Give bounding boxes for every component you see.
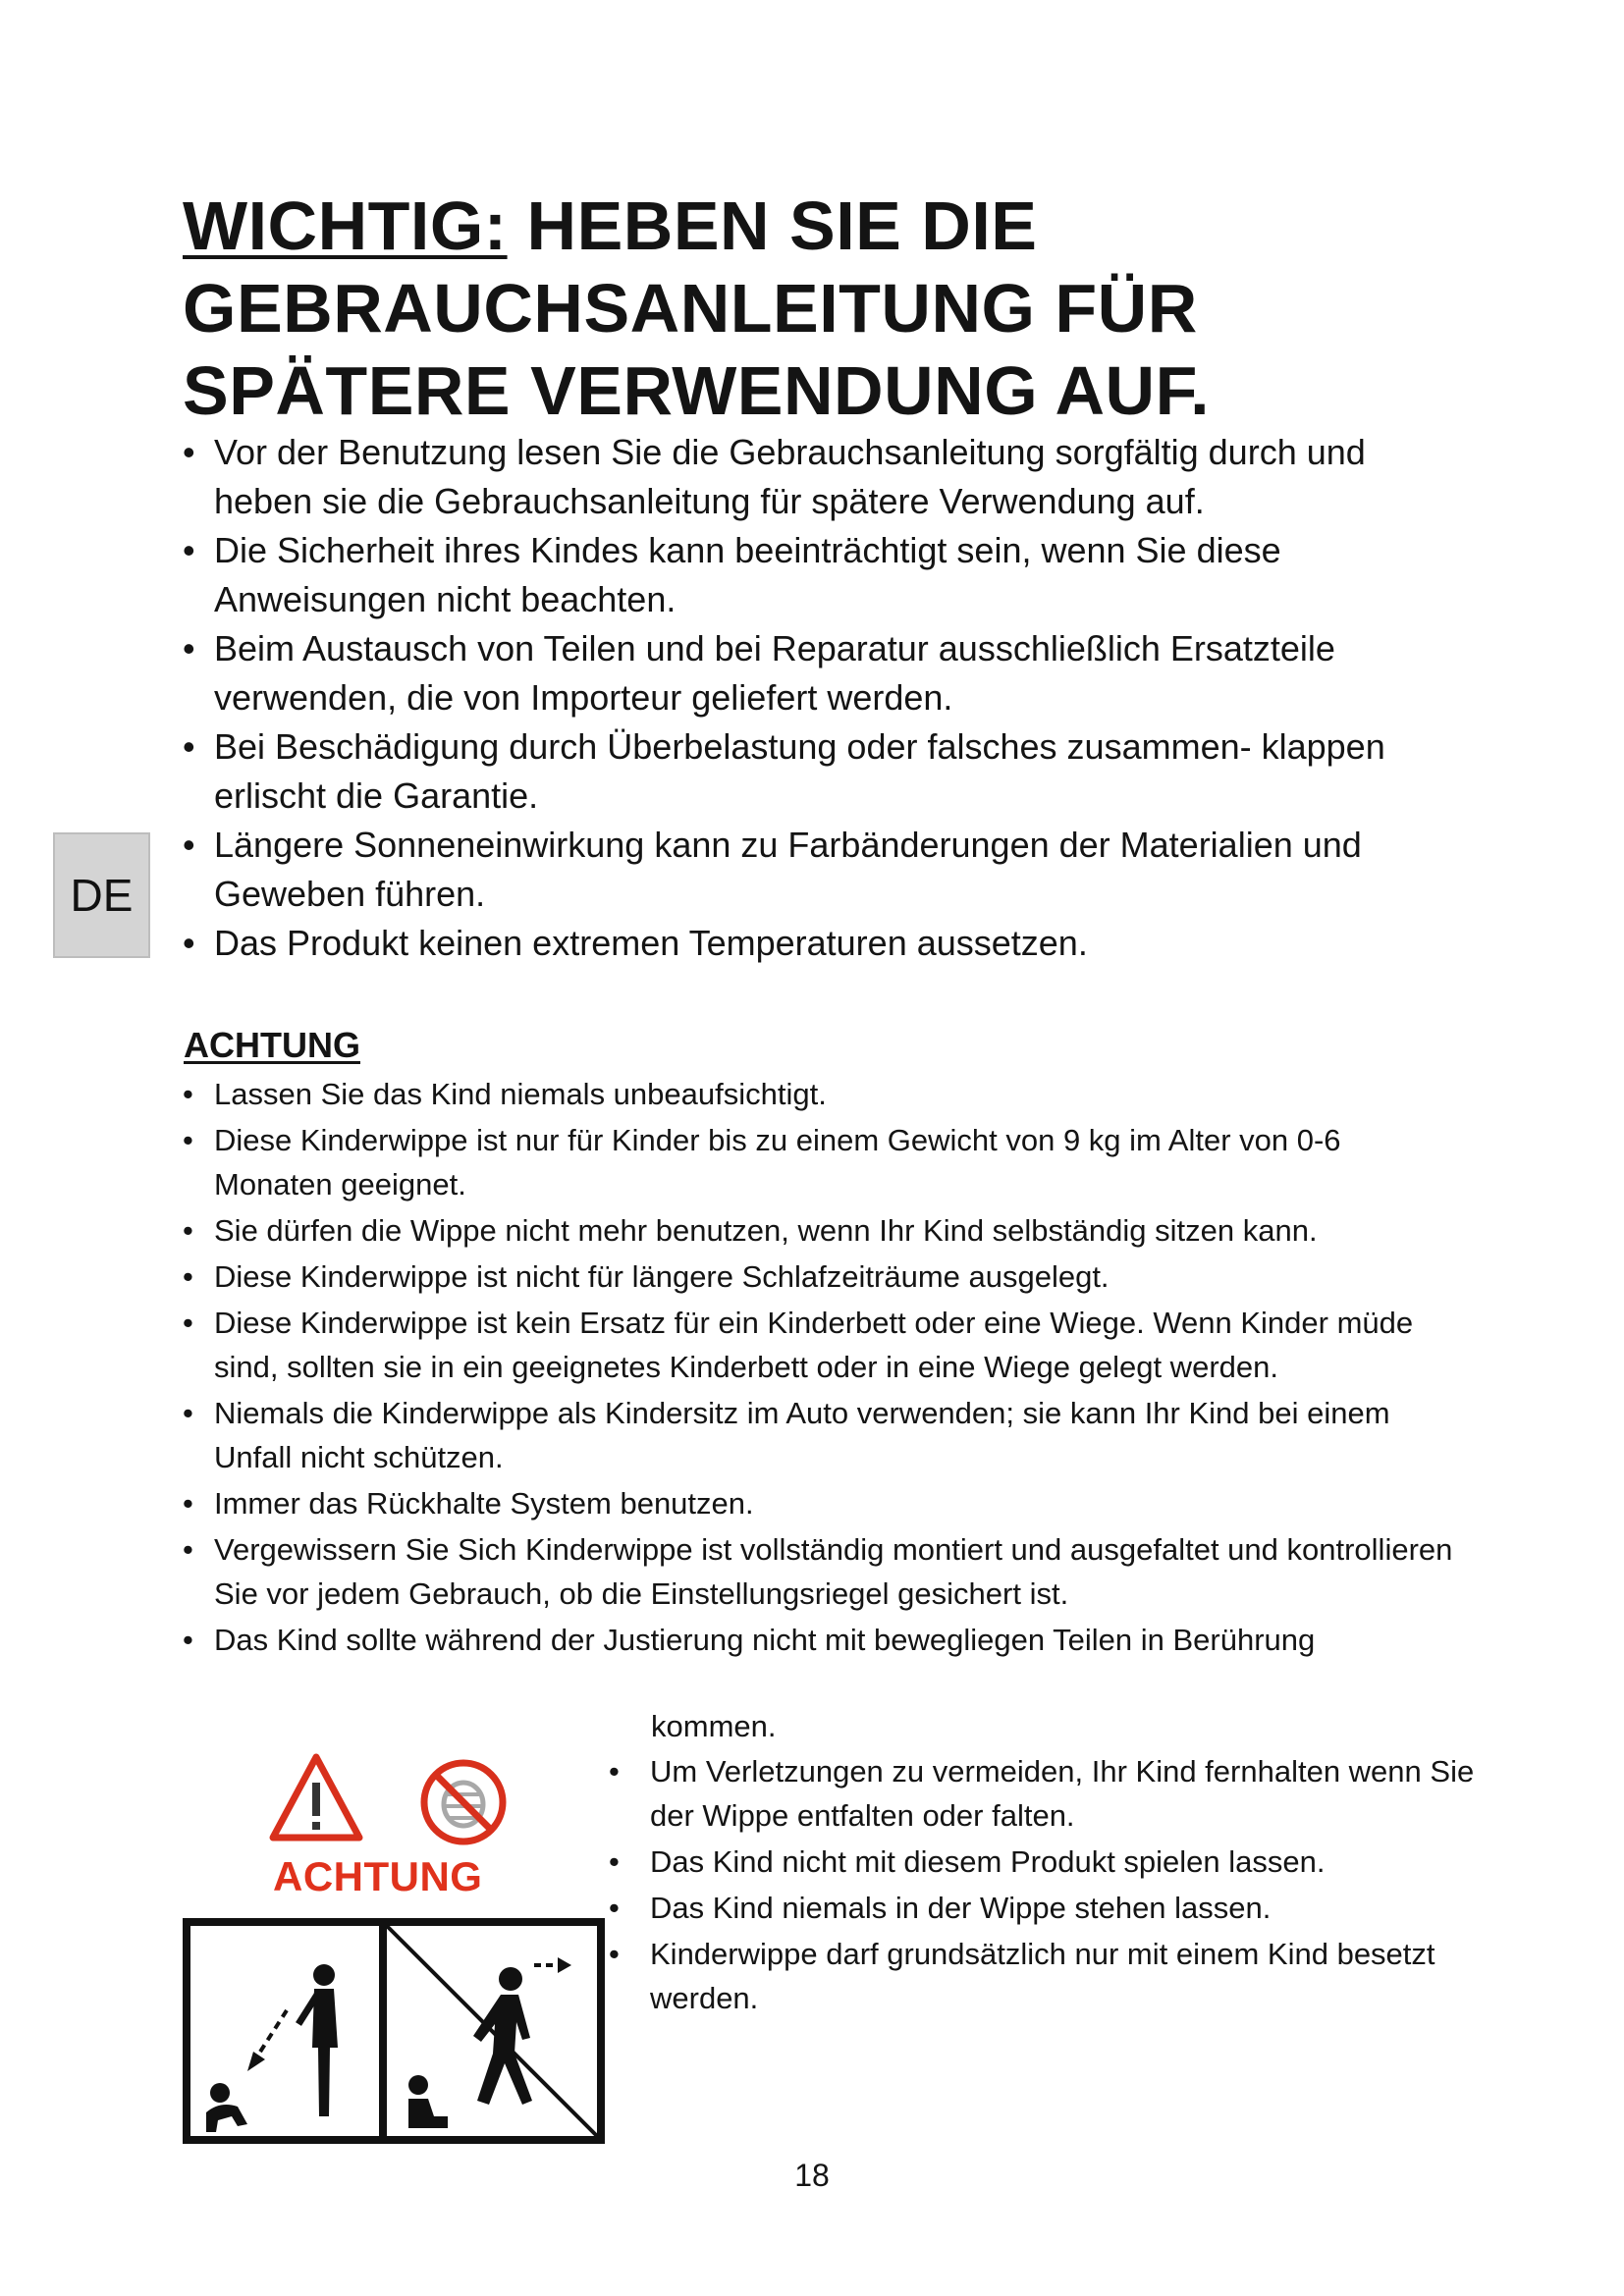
list-item: • Lassen Sie das Kind niemals unbeaufsichtigt.	[183, 1072, 1459, 1116]
bullet-icon: •	[183, 432, 195, 472]
achtung-continuation: kommen.	[651, 1709, 777, 1743]
language-tab: DE	[53, 832, 150, 958]
right-bullet-list	[609, 1749, 1492, 2022]
bullet-icon: •	[609, 1891, 620, 1925]
list-item: • Vor der Benutzung lesen Sie die Gebrauchsanleitung sorgfältig durch und heben sie die Gebrauchsanleitung für spätere Verwendung auf.	[183, 428, 1459, 526]
list-item: • Diese Kinderwippe ist nur für Kinder bis zu einem Gewicht von 9 kg im Alter von 0-6 Monaten geeignet.	[183, 1118, 1459, 1206]
list-item: • Um Verletzungen zu vermeiden, Ihr Kind fernhalten wenn Sie der Wippe entfalten oder falten.	[609, 1749, 1492, 1838]
bullet-icon: •	[183, 530, 195, 570]
title-rest: HEBEN SIE DIE GEBRAUCHSANLEITUNG FÜR SPÄTERE VERWENDUNG AUF.	[183, 187, 1211, 429]
bullet-icon: •	[609, 1937, 620, 1971]
warning-triangle-icon	[273, 1757, 359, 1838]
bullet-icon: •	[183, 1213, 193, 1248]
list-item: • Längere Sonneneinwirkung kann zu Farbänderungen der Materialien und Geweben führen.	[183, 821, 1459, 919]
list-item: • Kinderwippe darf grundsätzlich nur mit einem Kind besetzt werden.	[609, 1932, 1492, 2020]
achtung-heading: ACHTUNG	[184, 1025, 360, 1065]
child-under-adult-icon	[383, 1922, 601, 2140]
main-bullet-list	[183, 428, 1459, 968]
list-item: • Immer das Rückhalte System benutzen.	[183, 1481, 1459, 1525]
prohibition-icon	[424, 1763, 503, 1842]
adult-leaving-child-icon	[187, 1922, 383, 2140]
bullet-icon: •	[609, 1844, 620, 1879]
page-number: 18	[794, 2158, 830, 2193]
bullet-icon: •	[183, 1396, 193, 1430]
warning-label: ACHTUNG	[273, 1853, 483, 1899]
achtung-bullet-list	[183, 1072, 1459, 1662]
title-underlined-part: WICHTIG:	[183, 187, 508, 264]
bullet-icon: •	[183, 1486, 193, 1521]
bullet-icon: •	[183, 923, 195, 963]
bullet-icon: •	[183, 1077, 193, 1111]
bullet-icon: •	[183, 726, 195, 767]
list-item: • Das Produkt keinen extremen Temperaturen aussetzen.	[183, 919, 1459, 968]
bullet-icon: •	[183, 825, 195, 865]
bullet-icon: •	[183, 1306, 193, 1340]
list-item: • Das Kind sollte während der Justierung nicht mit bewegliegen Teilen in Berührung	[183, 1618, 1459, 1662]
warning-pictogram	[177, 1747, 609, 2150]
list-item: • Das Kind niemals in der Wippe stehen lassen.	[609, 1886, 1492, 1930]
list-item: • Vergewissern Sie Sich Kinderwippe ist vollständig montiert und ausgefaltet und kontrollieren Sie vor jedem Gebrauch, ob die Einstellungsriegel gesichert ist.	[183, 1527, 1459, 1616]
bullet-icon: •	[609, 1754, 620, 1789]
bullet-icon: •	[183, 1532, 193, 1567]
list-item: • Diese Kinderwippe ist nicht für längere Schlafzeiträume ausgelegt.	[183, 1255, 1459, 1299]
page-title	[183, 185, 1479, 432]
list-item: • Sie dürfen die Wippe nicht mehr benutzen, wenn Ihr Kind selbständig sitzen kann.	[183, 1208, 1459, 1253]
list-item: • Die Sicherheit ihres Kindes kann beeinträchtigt sein, wenn Sie diese Anweisungen nicht beachten.	[183, 526, 1459, 624]
list-item: • Diese Kinderwippe ist kein Ersatz für ein Kinderbett oder eine Wiege. Wenn Kinder müde sind, sollten sie in ein geeignetes Kinderbett oder in eine Wiege gelegt werden.	[183, 1301, 1459, 1389]
bullet-icon: •	[183, 628, 195, 668]
list-item: • Das Kind nicht mit diesem Produkt spielen lassen.	[609, 1840, 1492, 1884]
bullet-icon: •	[183, 1623, 193, 1657]
bullet-icon: •	[183, 1123, 193, 1157]
bullet-icon: •	[183, 1259, 193, 1294]
list-item: • Niemals die Kinderwippe als Kindersitz im Auto verwenden; sie kann Ihr Kind bei einem Unfall nicht schützen.	[183, 1391, 1459, 1479]
list-item: • Beim Austausch von Teilen und bei Reparatur ausschließlich Ersatzteile verwenden, die von Importeur geliefert werden.	[183, 624, 1459, 722]
list-item: • Bei Beschädigung durch Überbelastung oder falsches zusammen- klappen erlischt die Garantie.	[183, 722, 1459, 821]
